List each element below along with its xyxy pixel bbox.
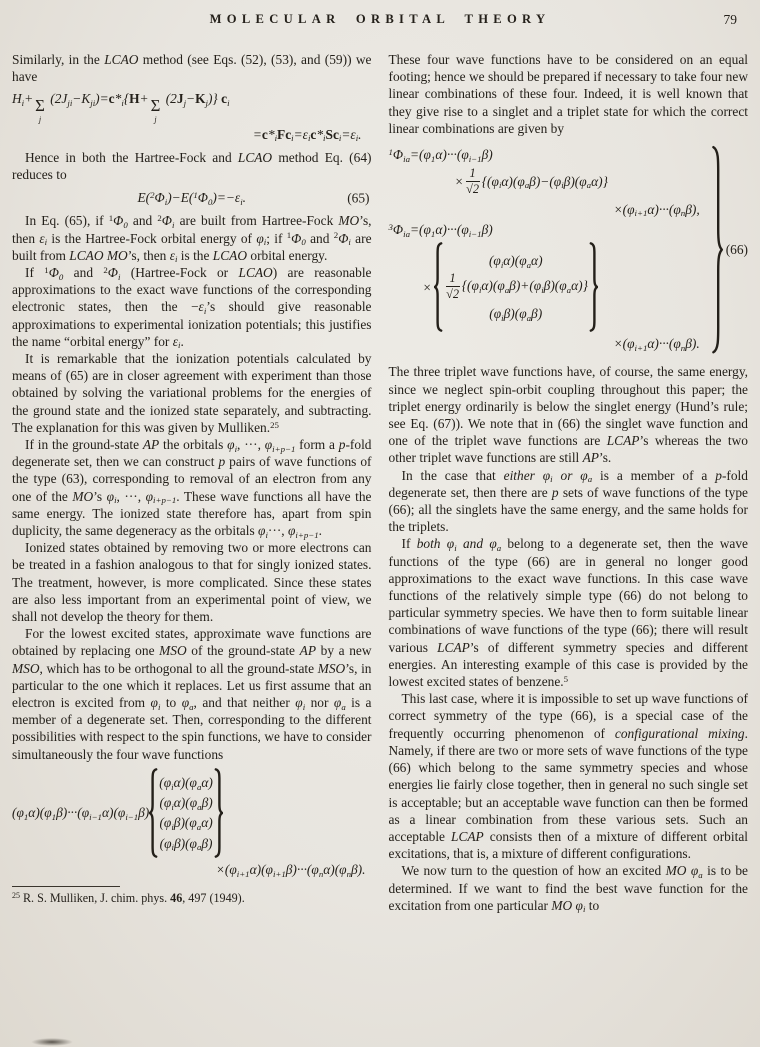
- right-brace: [214, 768, 223, 858]
- stack-row: $(\varphi_i\alpha)(\varphi_a\alpha)$: [159, 774, 213, 792]
- singlet-line-close: $\times(\varphi_{i+1}\alpha)\cdot\cdot\cdot(\varphi_n\beta)$,: [613, 201, 700, 219]
- left-brace: [149, 768, 158, 858]
- right-column: [389, 51, 749, 914]
- para-ground-state-ap: If in the ground-state AP the orbitals $\varphi_i$, ···, $\varphi_{i+p-1}$ form a p-fold degenerate set, then we can construct p pairs of wave functions of the type (63), corresponding to removal of an electron from any one of the MO’s $\varphi_i$, ···, $\varphi_{i+p-1}$. These wave functions all have the same energy. The ionized state therefore has, apart from spin duplicity, the same degeneracy as the orbitals $\varphi_i\cdot\cdot\cdot$, $\varphi_{i+p-1}$.: [12, 437, 372, 540]
- running-title: MOLECULAR ORBITAL THEORY: [209, 12, 551, 26]
- singlet-line-open: $^1\Phi_{ia}=(\varphi_1\alpha)\cdot\cdot\cdot(\varphi_{i-1}\beta)$: [388, 146, 493, 164]
- equation-four-wave-functions: [12, 768, 372, 878]
- stack-row: $(\varphi_i\beta)(\varphi_a\alpha)$: [159, 815, 213, 833]
- triplet-spin-stack: [443, 250, 589, 324]
- para-lcao-method: Similarly, in the LCAO method (see Eqs. (52), (53), and (59)) we have: [12, 52, 372, 85]
- equation-65: [12, 189, 372, 206]
- para-either-degenerate: In the case that either $\varphi_i$ or $\varphi_a$ is a member of a p-fold degenerate set, then there are p sets of wave functions of the type (66); all the singlets have the same energy, and the same holds for the triplets.: [388, 467, 748, 535]
- page-header: [0, 0, 760, 37]
- para-hence-reduces: Hence in both the Hartree-Fock and LCAO method Eq. (64) reduces to: [12, 149, 372, 182]
- equation-group-brace: [711, 144, 723, 355]
- para-reasonable-approx: If $^1\Phi_0$ and $^2\Phi_i$ (Hartree-Fock or LCAO) are reasonable approximations to the exact wave functions of the corresponding electronic states, then the $-\varepsilon_i’s$ should give reasonable approximations to experimental ionization potentials; this justifies the name “orbital energy” for $\varepsilon_i$.: [12, 264, 372, 351]
- equation-number: (65): [347, 190, 370, 206]
- equation-tail: $\times(\varphi_{i+1}\alpha)(\varphi_{i+1}\beta)\cdot\cdot\cdot(\varphi_n\alpha)(\varphi_n\beta)$.: [215, 861, 366, 879]
- left-brace: [434, 242, 443, 332]
- left-column: [12, 51, 372, 914]
- equation-row: [12, 768, 372, 858]
- para-three-triplet: The three triplet wave functions have, of course, the same energy, since we neglect spin-orbit coupling throughout this paper; the triplet energy ordinarily is below the singlet energy (Hund’s rule; see Eq. (67)). We note that in (66) the singlet wave function and one of the triplet wave functions are LCAP’s whereas the two other triplet wave functions are still AP’s.: [388, 364, 748, 466]
- equation-number: (66): [725, 242, 748, 258]
- times-sign: ×: [422, 279, 432, 295]
- equation-line: $H_i+$ Σ j $(2J_{ji}-K_{ji})=c*_i\{H+$ Σ j $(2J_j-K_j)$} $c_i$: [12, 91, 230, 124]
- para-configurational-mixing: This last case, where it is impossible to set up wave functions of correct symmetry of the type (66), is a special case of the frequently occurring phenomenon of configurational mixing. Namely, if there are two or more sets of wave functions of the type (66) which belong to the same symmetry species and whose energies lie fairly close together, then in general no such single set is acceptable; but an acceptable wave function can then be formed as a linear combination from these various sets. Such an acceptable LCAP consists then of a mixture of different orbital excitations, that is, a mixture of different configurations.: [388, 691, 748, 862]
- para-in-eq-65: In Eq. (65), if $^1\Phi_0$ and $^2\Phi_i$ are built from Hartree-Fock MO’s, then $\varepsilon_i$ is the Hartree-Fock orbital energy of $\varphi_i$; if $^1\Phi_0$ and $^2\Phi_i$ are built from LCAO MO’s, then $\varepsilon_i$ is the LCAO orbital energy.: [12, 213, 372, 265]
- stack-row: $(\varphi_i\alpha)(\varphi_a\beta)$: [159, 795, 213, 812]
- stack-row: $(\varphi_i\alpha)(\varphi_a\alpha)$: [488, 253, 543, 270]
- right-brace: [589, 242, 598, 332]
- para-ionized-states: Ionized states obtained by removing two or more electrons can be treated in a fashion analogous to that for singly ionized states. The treatment, however, is more complicated. Since these states are also less important from an experimental point of view, we shall not develop the theory for them.: [12, 540, 372, 625]
- para-four-wave-equal-footing: These four wave functions have to be considered on an equal footing; hence we should be prepared if necessary to take four new linear combinations of these four. Indeed, it is well known that they give rise to a singlet and a triplet state for which the correct linear combinations are given by: [388, 52, 748, 136]
- footnote-mulliken: $^{25}$ R. S. Mulliken, J. chim. phys. 46, 497 (1949).: [12, 891, 245, 906]
- two-column-body: [0, 37, 760, 914]
- equation-66-body: [389, 144, 708, 355]
- footnote-rule: [12, 886, 120, 887]
- equation-lcao-matrix: [12, 90, 372, 142]
- para-lowest-excited: For the lowest excited states, approximate wave functions are obtained by replacing one MSO of the ground-state AP by a new MSO, which has to be orthogonal to all the ground-state MSO’s, in particular to the one which it replaces. Let us first assume that an electron is excited from $\varphi_i$ to $\varphi_a$, and that neither $\varphi_i$ nor $\varphi_a$ is a member of a degenerate set. Then, corresponding to the different possibilities with respect to the spin functions, we have to consider simultaneously the four wave functions: [12, 626, 372, 762]
- para-excited-mo: We now turn to the question of how an excited MO $\varphi_a$ is to be determined. If we want to find the best wave function for the excitation from one particular MO $\varphi_i$ to: [388, 863, 748, 915]
- stack-row: $(\varphi_i\beta)(\varphi_a\beta)$: [159, 835, 213, 853]
- equation-line: $=c*_iFc_i=\varepsilon_ic*_iSc_i=\varepsilon_i$.: [252, 126, 362, 144]
- stack-row: $\frac{1}{√2}$ $\{(\varphi_i\alpha)(\varphi_a\beta)+(\varphi_i\beta)(\varphi_a\alpha)\}$: [446, 271, 588, 302]
- para-both-degenerate: If both $\varphi_i$ and $\varphi_a$ belong to a degenerate set, then the wave functions of the type (66) are in general no longer good approximations to the exact wave functions. In this case wave functions of the relatively simple type (66) do not belong to particular symmetry species. We have then to form suitable linear combinations of wave functions of the type (66); there will result various LCAP’s of different symmetry species and different energies. An interesting example of this case is provided by the lowest excited states of benzene.$^5$: [388, 536, 748, 690]
- equation-prefix: $(\varphi_1\alpha)(\varphi_1\beta)\cdot\cdot\cdot(\varphi_{i-1}\alpha)(\varphi_{i-1}\beta)$: [12, 805, 150, 822]
- stack-row: $(\varphi_i\beta)(\varphi_a\beta)$: [489, 306, 543, 323]
- triplet-line-close: $\times(\varphi_{i+1}\alpha)\cdot\cdot\cdot(\varphi_n\beta)$.: [613, 336, 700, 353]
- singlet-line-frac: × $\frac{1}{√2}$ {(φ $_i$ α)(φ $_a$ β)−(φ $_i$ β)(φ $_a$ α)}: [454, 166, 608, 197]
- equation-body: $E(^2\Phi_i)-E(^1\Phi_0)=-\varepsilon_i$.: [137, 189, 247, 207]
- triplet-line-open: $^3\Phi_{ia}=(\varphi_1\alpha)\cdot\cdot\cdot(\varphi_{i-1}\beta)$: [388, 221, 493, 239]
- triplet-stack-row: [423, 242, 708, 332]
- para-remarkable-ionization: It is remarkable that the ionization potentials calculated by means of (65) are in closer agreement with experiment than those obtained by solving the variational problems for the energies of the ground state and the ionized state separately, and subtracting. The explanation for this was given by Mulliken.$^{25}$: [12, 351, 372, 435]
- page-number: 79: [723, 12, 737, 27]
- equation-66: [389, 144, 749, 355]
- spin-function-stack: [158, 772, 214, 854]
